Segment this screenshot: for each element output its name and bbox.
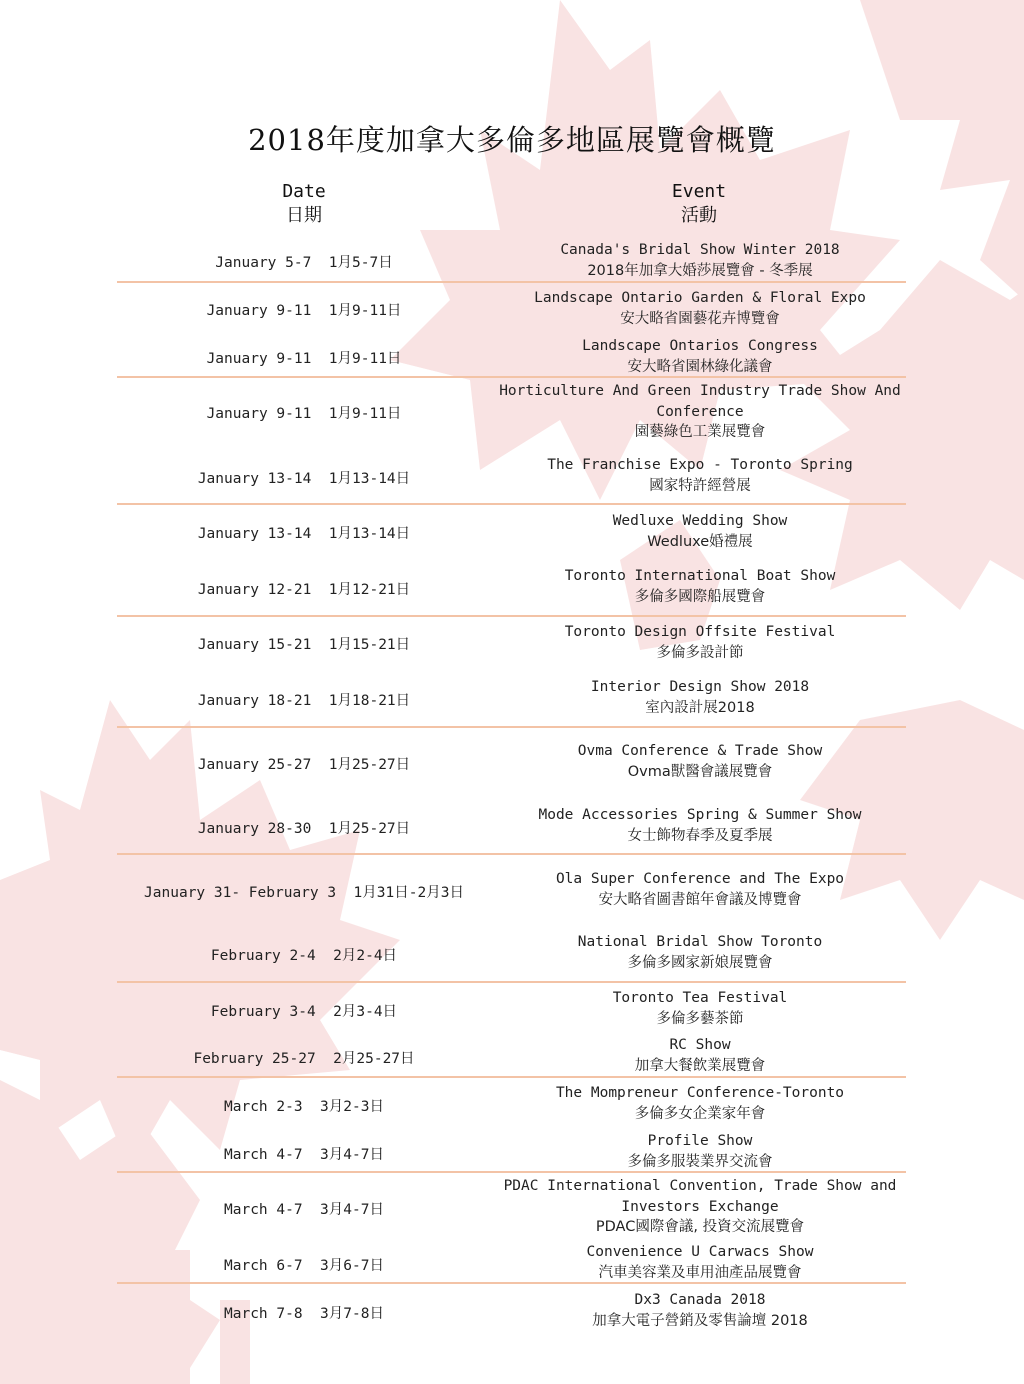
event-name: [496, 988, 904, 1029]
event-header-en: Event: [671, 181, 727, 202]
event-line: 安大略省圖書館年會議及博覽會: [598, 891, 802, 908]
event-date: January 31- February 3 1月31日-2月3日: [144, 885, 464, 901]
event-name: [496, 677, 904, 718]
event-line: Mode Accessories Spring & Summer Show: [538, 807, 862, 823]
event-name: [496, 1131, 904, 1172]
row-separator: [117, 281, 906, 283]
date-header-en: Date: [282, 181, 326, 202]
date-header-zh: 日期: [286, 205, 322, 226]
event-date: January 28-30 1月25-27日: [197, 821, 411, 837]
event-date: January 5-7 1月5-7日: [215, 255, 393, 271]
event-line: Wedluxe婚禮展: [647, 533, 753, 550]
event-line: Conference: [656, 403, 744, 420]
event-line: 多倫多設計節: [656, 644, 744, 661]
row-separator: [117, 1076, 906, 1078]
event-date: March 6-7 3月6-7日: [224, 1258, 384, 1274]
event-line: The Mompreneur Conference-Toronto: [555, 1085, 845, 1101]
event-line: Landscape Ontario Garden & Floral Expo: [534, 290, 866, 306]
event-line: Interior Design Show 2018: [590, 679, 810, 695]
row-separator: [117, 1282, 906, 1284]
event-date: February 2-4 2月2-4日: [210, 948, 398, 964]
event-name: [496, 288, 904, 329]
event-line: 加拿大餐飲業展覽會: [634, 1057, 766, 1074]
event-line: 園藝綠色工業展覽會: [634, 424, 766, 440]
event-date: January 13-14 1月13-14日: [197, 526, 411, 542]
event-line: 多倫多國家新娘展覽會: [627, 954, 773, 971]
event-date: March 7-8 3月7-8日: [224, 1306, 384, 1322]
event-date: January 12-21 1月12-21日: [197, 582, 411, 598]
event-date: January 9-11 1月9-11日: [206, 406, 402, 422]
event-name: [496, 622, 904, 663]
event-line: 多倫多國際船展覽會: [634, 588, 766, 605]
event-line: Canada's Bridal Show Winter 2018: [560, 242, 840, 258]
event-name: [496, 869, 904, 910]
event-line: 多倫多女企業家年會: [634, 1105, 766, 1122]
row-separator: [117, 853, 906, 855]
event-line: 安大略省園林綠化議會: [627, 358, 773, 375]
event-date: March 4-7 3月4-7日: [224, 1147, 384, 1163]
event-line: The Franchise Expo - Toronto Spring: [547, 457, 853, 473]
event-line: 多倫多服裝業界交流會: [627, 1153, 773, 1170]
event-line: Landscape Ontarios Congress: [582, 338, 818, 354]
event-name: [496, 741, 904, 782]
row-separator: [117, 376, 906, 378]
event-date: January 9-11 1月9-11日: [206, 351, 402, 367]
event-column-header: [599, 180, 799, 228]
event-line: Ovma獸醫會議展覽會: [627, 763, 773, 780]
event-line: PDAC國際會議, 投資交流展覽會: [595, 1219, 805, 1235]
page-title: 2018年度加拿大多倫多地區展覽會概覽: [248, 123, 776, 157]
row-separator: [117, 503, 906, 505]
date-column-header: [204, 180, 404, 228]
event-line: 安大略省園藝花卉博覽會: [620, 310, 780, 327]
event-line: Ovma Conference & Trade Show: [577, 743, 823, 759]
event-line: 國家特許經營展: [649, 477, 751, 494]
event-line: Convenience U Carwacs Show: [586, 1244, 814, 1260]
event-date: January 15-21 1月15-21日: [197, 637, 411, 653]
event-line: Dx3 Canada 2018: [634, 1292, 766, 1308]
row-separator: [117, 1171, 906, 1173]
event-line: Wedluxe Wedding Show: [612, 513, 788, 529]
event-date: March 4-7 3月4-7日: [224, 1202, 384, 1218]
event-line: Toronto Design Offsite Festival: [564, 624, 836, 640]
row-separator: [117, 981, 906, 983]
event-line: National Bridal Show Toronto: [577, 934, 823, 950]
event-name: [496, 1290, 904, 1331]
event-line: RC Show: [669, 1037, 731, 1053]
event-line: PDAC International Convention, Trade Show and: [503, 1178, 897, 1194]
event-line: Toronto Tea Festival: [612, 990, 788, 1006]
event-name: [496, 1242, 904, 1283]
event-line: Horticulture And Green Industry Trade Show And: [499, 383, 901, 399]
event-name: [496, 805, 904, 846]
event-name: [496, 240, 904, 281]
event-name: [496, 336, 904, 377]
event-name: [496, 381, 904, 443]
row-separator: [117, 726, 906, 728]
event-header-zh: 活動: [681, 205, 717, 226]
event-name: [496, 1176, 904, 1238]
event-date: February 25-27 2月25-27日: [193, 1051, 415, 1067]
event-line: Profile Show: [647, 1133, 753, 1149]
event-line: 加拿大電子營銷及零售論壇 2018: [592, 1312, 808, 1329]
event-date: January 25-27 1月25-27日: [197, 757, 411, 773]
event-name: [496, 455, 904, 496]
event-name: [496, 1083, 904, 1124]
event-date: January 9-11 1月9-11日: [206, 303, 402, 319]
event-date: March 2-3 3月2-3日: [224, 1099, 384, 1115]
event-name: [496, 1035, 904, 1076]
event-line: Ola Super Conference and The Expo: [555, 871, 845, 887]
event-name: [496, 511, 904, 552]
event-line: 女士飾物春季及夏季展: [627, 827, 773, 844]
row-separator: [117, 615, 906, 617]
event-date: January 18-21 1月18-21日: [197, 693, 411, 709]
event-line: 2018年加拿大婚莎展覽會 - 冬季展: [587, 262, 813, 279]
event-date: January 13-14 1月13-14日: [197, 471, 411, 487]
event-line: Toronto International Boat Show: [564, 568, 836, 584]
event-line: 汽車美容業及車用油產品展覽會: [598, 1264, 802, 1281]
event-name: [496, 566, 904, 607]
event-line: 室內設計展2018: [645, 699, 755, 716]
event-line: 多倫多藝茶節: [656, 1010, 744, 1027]
event-name: [496, 932, 904, 973]
event-line: Investors Exchange: [621, 1198, 779, 1215]
event-date: February 3-4 2月3-4日: [210, 1004, 398, 1020]
